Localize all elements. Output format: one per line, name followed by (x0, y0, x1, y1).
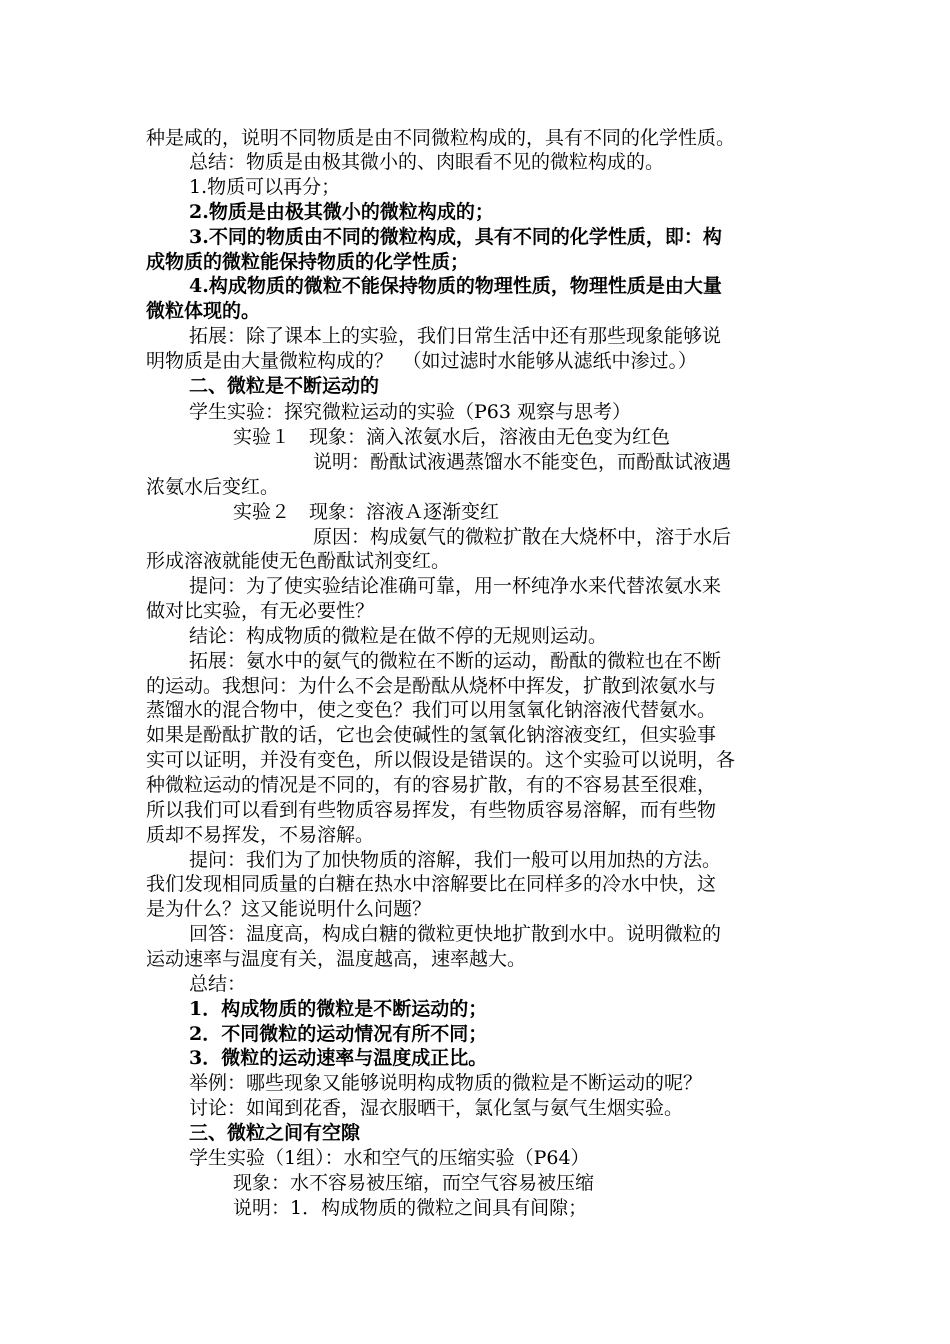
text-line: 提问：为了使实验结论准确可靠，用一杯纯净水来代替浓氨水来 (189, 575, 722, 597)
text-line: 总结：物质是由极其微小的、肉眼看不见的微粒构成的。 (189, 151, 665, 173)
text-line: 3．微粒的运动速率与温度成正比。 (189, 1047, 488, 1069)
text-line: 蒸馏水的混合物中，使之变色？我们可以用氢氧化钠溶液代替氨水。 (146, 699, 717, 721)
text-line: 的运动。我想问：为什么不会是酚酞从烧杯中挥发，扩散到浓氨水与 (146, 675, 717, 697)
text-line: 质却不易挥发，不易溶解。 (146, 824, 375, 846)
text-line: 所以我们可以看到有些物质容易挥发，有些物质容易溶解，而有些物 (146, 799, 717, 821)
text-line: 种是咸的，说明不同物质是由不同微粒构成的，具有不同的化学性质。 (146, 127, 736, 149)
text-line: 拓展：氨水中的氨气的微粒在不断的运动，酚酞的微粒也在不断 (189, 650, 722, 672)
section-heading: 三、微粒之间有空隙 (189, 1122, 361, 1144)
text-line: 浓氨水后变红。 (146, 476, 280, 498)
text-line: 实验２ 现象：溶液Ａ逐渐变红 (233, 501, 500, 523)
text-line: 1.物质可以再分； (189, 176, 341, 198)
text-line: 4.构成物质的微粒不能保持物质的物理性质，物理性质是由大量 (189, 275, 722, 297)
text-line: 2.物质是由极其微小的微粒构成的； (189, 201, 494, 223)
text-line: 我们发现相同质量的白糖在热水中溶解要比在同样多的冷水中快，这 (146, 873, 717, 895)
text-line: 做对比实验，有无必要性？ (146, 600, 375, 622)
text-line: 说明：酚酞试液遇蒸馏水不能变色，而酚酞试液遇 (313, 451, 732, 473)
text-line: 1．构成物质的微粒是不断运动的； (189, 998, 488, 1020)
text-line: 3.不同的物质由不同的微粒构成，具有不同的化学性质，即：构 (189, 226, 722, 248)
text-line: 回答：温度高，构成白糖的微粒更快地扩散到水中。说明微粒的 (189, 923, 722, 945)
text-line: 运动速率与温度有关，温度越高，速率越大。 (146, 948, 527, 970)
text-line: 成物质的微粒能保持物质的化学性质； (146, 251, 470, 273)
text-line: 讨论：如闻到花香，湿衣服晒干，氯化氢与氨气生烟实验。 (189, 1097, 684, 1119)
text-line: 学生实验：探究微粒运动的实验（P63 观察与思考） (189, 401, 632, 423)
text-line: 如果是酚酞扩散的话，它也会使碱性的氢氧化钠溶液变红，但实验事 (146, 724, 717, 746)
text-line: 形成溶液就能使无色酚酞试剂变红。 (146, 550, 451, 572)
text-line: 提问：我们为了加快物质的溶解，我们一般可以用加热的方法。 (189, 849, 722, 871)
text-line: 学生实验（1组）：水和空气的压缩实验（P64） (189, 1147, 590, 1169)
text-line: 2．不同微粒的运动情况有所不同； (189, 1023, 488, 1045)
text-line: 现象：水不容易被压缩，而空气容易被压缩 (233, 1172, 595, 1194)
text-line: 是为什么？这又能说明什么问题？ (146, 898, 432, 920)
text-line: 总结： (189, 973, 247, 995)
text-line: 实可以证明，并没有变色，所以假设是错误的。这个实验可以说明，各 (146, 749, 736, 771)
text-line: 微粒体现的。 (146, 300, 261, 322)
text-line: 实验１ 现象：滴入浓氨水后，溶液由无色变为红色 (233, 426, 671, 448)
text-line: 举例：哪些现象又能够说明构成物质的微粒是不断运动的呢？ (189, 1072, 703, 1094)
text-line: 原因：构成氨气的微粒扩散在大烧杯中，溶于水后 (313, 526, 732, 548)
text-line: 种微粒运动的情况是不同的，有的容易扩散，有的不容易甚至很难， (146, 774, 717, 796)
text-line: 结论：构成物质的微粒是在做不停的无规则运动。 (189, 625, 608, 647)
text-line: 说明：1．构成物质的微粒之间具有间隙； (233, 1197, 588, 1219)
text-line: 拓展：除了课本上的实验，我们日常生活中还有那些现象能够说 (189, 325, 722, 347)
text-line: 明物质是由大量微粒构成的？ （如过滤时水能够从滤纸中渗过。） (146, 350, 698, 372)
section-heading: 二、微粒是不断运动的 (189, 375, 380, 397)
